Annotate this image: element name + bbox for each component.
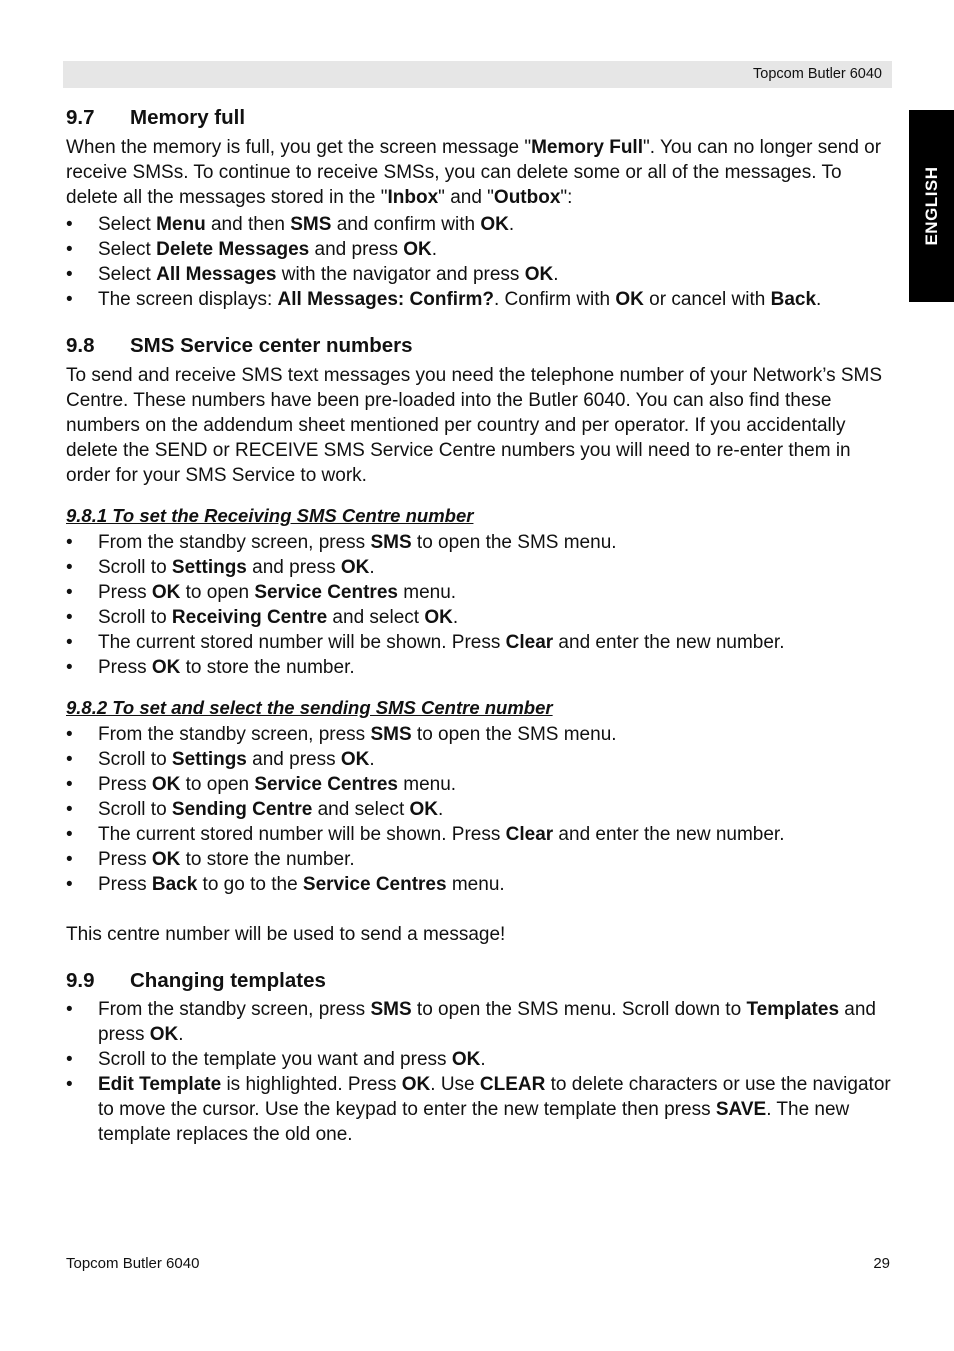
list-item: • From the standby screen, press SMS to open the SMS menu. <box>66 530 892 555</box>
list-item: • Press OK to store the number. <box>66 847 892 872</box>
bullet-list-memory-full <box>66 212 892 312</box>
list-item: • Edit Template is highlighted. Press OK. Use CLEAR to delete characters or use the navigator to move the cursor. Use the keypad to enter the new template then press SAVE. The new template replaces the old one. <box>66 1072 892 1147</box>
list-item: • Scroll to Settings and press OK. <box>66 747 892 772</box>
list-item: • Select Delete Messages and press OK. <box>66 237 892 262</box>
language-tab <box>909 110 954 302</box>
list-item: • Scroll to Settings and press OK. <box>66 555 892 580</box>
paragraph-memory-full: When the memory is full, you get the screen message "Memory Full". You can no longer send or receive SMSs. To continue to receive SMSs, you can delete some or all of the messages. To delete all the messages stored in the "Inbox" and "Outbox": <box>66 137 882 208</box>
list-item: • Scroll to Receiving Centre and select OK. <box>66 605 892 630</box>
footer-product-name: Topcom Butler 6040 <box>66 1255 200 1272</box>
header-product-name: Topcom Butler 6040 <box>753 66 882 82</box>
bullet-list-receiving-centre <box>66 530 892 680</box>
list-item: • Press Back to go to the Service Centres menu. <box>66 872 892 897</box>
language-label: ENGLISH <box>921 166 941 246</box>
list-item: • From the standby screen, press SMS to open the SMS menu. <box>66 722 892 747</box>
page-number: 29 <box>873 1255 890 1272</box>
subsection-heading-9-8-2: 9.8.2 To set and select the sending SMS Centre number <box>66 697 553 718</box>
list-item: • Press OK to open Service Centres menu. <box>66 580 892 605</box>
bullet-list-templates <box>66 997 892 1147</box>
section-heading-9-9: 9.9 Changing templates <box>66 969 326 992</box>
list-item: • Press OK to store the number. <box>66 655 892 680</box>
list-item: • Scroll to Sending Centre and select OK. <box>66 797 892 822</box>
list-item: • The current stored number will be shown. Press Clear and enter the new number. <box>66 822 892 847</box>
subsection-heading-9-8-1: 9.8.1 To set the Receiving SMS Centre number <box>66 505 474 526</box>
note-sending-centre: This centre number will be used to send a message! <box>66 924 506 945</box>
paragraph-sms-service-center: To send and receive SMS text messages you need the telephone number of your Network’s SMS Centre. These numbers have been pre-loaded into the Butler 6040. You can also find these numbers on the addendum sheet mentioned per country and per operator. If you accidentally delete the SEND or RECEIVE SMS Service Centre numbers you will need to re-enter them in order for your SMS Service to work. <box>66 365 883 486</box>
section-heading-9-8: 9.8 SMS Service center numbers <box>66 334 413 357</box>
section-heading-9-7: 9.7 Memory full <box>66 106 246 129</box>
list-item: • From the standby screen, press SMS to open the SMS menu. Scroll down to Templates and press OK. <box>66 997 892 1047</box>
list-item: • The current stored number will be shown. Press Clear and enter the new number. <box>66 630 892 655</box>
list-item: • Scroll to the template you want and press OK. <box>66 1047 892 1072</box>
page-header <box>63 61 892 88</box>
list-item: • Select Menu and then SMS and confirm with OK. <box>66 212 892 237</box>
list-item: • Select All Messages with the navigator and press OK. <box>66 262 892 287</box>
bullet-list-sending-centre <box>66 722 892 897</box>
list-item: • The screen displays: All Messages: Confirm?. Confirm with OK or cancel with Back. <box>66 287 892 312</box>
list-item: • Press OK to open Service Centres menu. <box>66 772 892 797</box>
page-content <box>66 104 892 1147</box>
